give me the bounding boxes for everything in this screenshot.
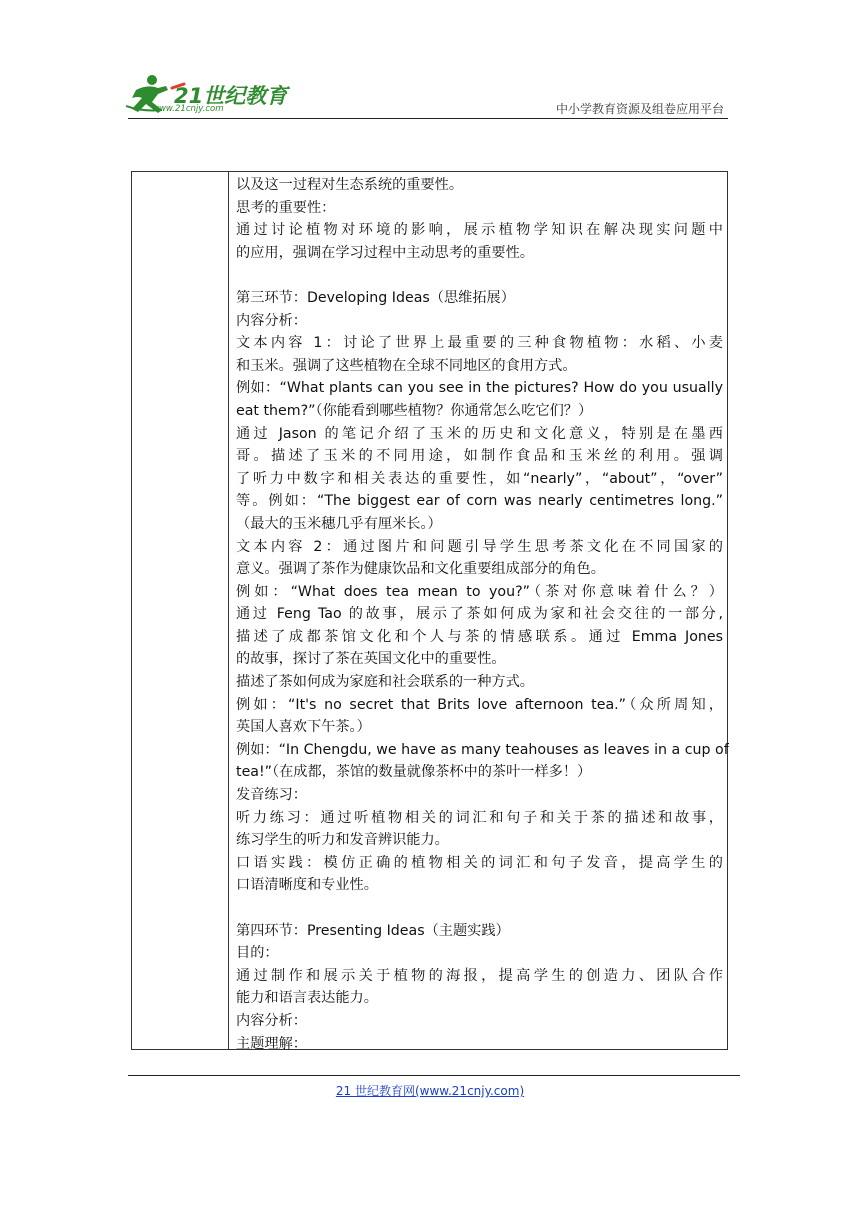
footer-divider [128, 1075, 740, 1076]
text-line: 口语清晰度和专业性。 [236, 877, 378, 894]
text-line: 口语实践：模仿正确的植物相关的词汇和句子发音，提高学生的 [236, 854, 723, 871]
text-line: 通过 Feng Tao 的故事，展示了茶如何成为家和社会交往的一部分, [236, 606, 723, 623]
text-line: 了听力中数字和相关表达的重要性，如“nearly”，“about”，“over” [236, 470, 723, 487]
section-heading: 第四环节：Presenting Ideas（主题实践） [236, 922, 510, 939]
text-line: 能力和语言表达能力。 [236, 990, 378, 1007]
text-line: 听力练习：通过听植物相关的词汇和句子和关于茶的描述和故事， [236, 809, 723, 826]
text-line: 通过讨论植物对环境的影响，展示植物学知识在解决现实问题中 [236, 222, 723, 239]
text-line: 内容分析： [236, 312, 307, 329]
text-line: （最大的玉米穗几乎有厘米长。） [236, 515, 442, 532]
platform-tagline: 中小学教育资源及组卷应用平台 [555, 102, 724, 116]
text-line: 以及这一过程对生态系统的重要性。 [236, 177, 464, 193]
text-line: 思考的重要性： [236, 199, 336, 216]
text-line: 和玉米。强调了这些植物在全球不同地区的食用方式。 [236, 357, 577, 374]
text-line: 文本内容 2：通过图片和问题引导学生思考茶文化在不同国家的 [236, 538, 723, 555]
table-content-cell [236, 174, 729, 1055]
blank-line [236, 264, 723, 287]
text-line: 等。例如：“The biggest ear of corn was nearly centimetres long.” [236, 493, 723, 510]
text-line: 通过制作和展示关于植物的海报，提高学生的创造力、团队合作 [236, 967, 723, 984]
table-label-cell [132, 172, 229, 1049]
text-line: 例如：“What does tea mean to you?”（茶对你意味着什么？） [236, 583, 723, 600]
text-line: 描述了茶如何成为家庭和社会联系的一种方式。 [236, 674, 534, 691]
text-line: 通过 Jason 的笔记介绍了玉米的历史和文化意义，特别是在墨西 [236, 425, 723, 442]
logo-url: www.21cnjy.com [152, 104, 224, 114]
text-line: 例如：“What plants can you see in the pictures? How do you usually [236, 380, 723, 397]
blank-line [236, 897, 723, 920]
lesson-table [131, 171, 728, 1050]
site-logo [122, 72, 292, 116]
text-line: 例如：“It's no secret that Brits love afternoon tea.”（众所周知， [236, 696, 723, 713]
text-line: 主题理解： [236, 1035, 307, 1052]
text-line: 发音练习： [236, 787, 307, 804]
text-line: tea!”（在成都，茶馆的数量就像茶杯中的茶叶一样多！） [236, 764, 592, 781]
logo-title: 21世纪教育 [174, 84, 288, 108]
text-line: 文本内容 1：讨论了世界上最重要的三种食物植物：水稻、小麦 [236, 335, 723, 352]
text-line: 描述了成都茶馆文化和个人与茶的情感联系。通过 Emma Jones [236, 628, 723, 645]
text-line: 的应用，强调在学习过程中主动思考的重要性。 [236, 244, 534, 261]
text-line: 哥。描述了玉米的不同用途，如制作食品和玉米丝的利用。强调 [236, 448, 723, 465]
text-line: 内容分析： [236, 1012, 307, 1029]
text-line: 目的： [236, 945, 279, 962]
text-line: 英国人喜欢下午茶。） [236, 719, 371, 736]
footer-link[interactable]: 21 世纪教育网(www.21cnjy.com) [335, 1084, 525, 1098]
text-line: eat them?”（你能看到哪些植物？你通常怎么吃它们？） [236, 402, 593, 419]
section-heading: 第三环节：Developing Ideas（思维拓展） [236, 289, 515, 306]
header-divider [128, 118, 728, 119]
text-line: 意义。强调了茶作为健康饮品和文化重要组成部分的角色。 [236, 561, 605, 578]
text-line: 的故事，探讨了茶在英国文化中的重要性。 [236, 651, 506, 668]
text-line: 练习学生的听力和发音辨识能力。 [236, 832, 449, 849]
text-line: 例如：“In Chengdu, we have as many teahouses as leaves in a cup of [236, 741, 729, 758]
